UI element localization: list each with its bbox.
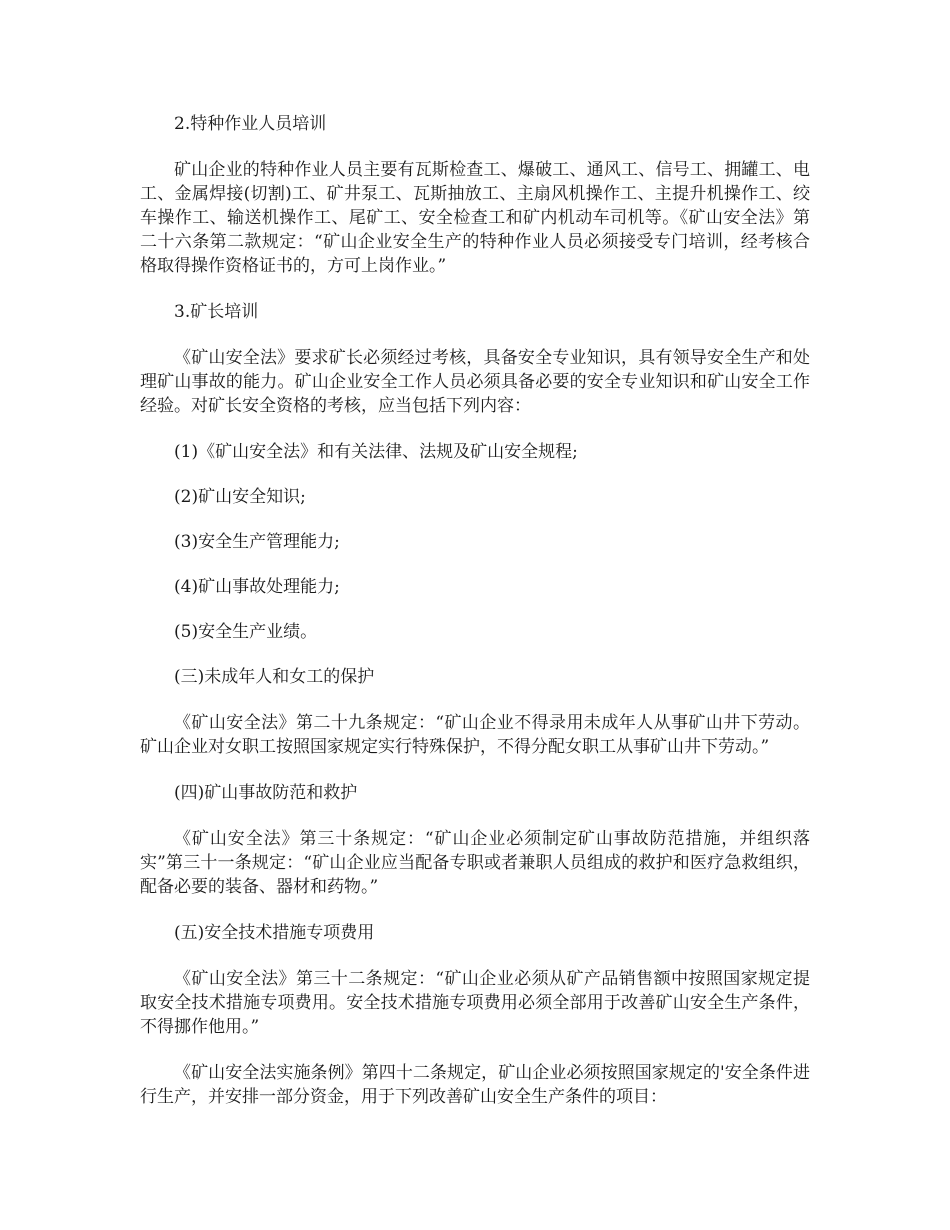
paragraph: 《矿山安全法实施条例》第四十二条规定，矿山企业必须按照国家规定的'安全条件进行生产，并安排一部分资金，用于下列改善矿山安全生产条件的项目： xyxy=(140,1063,810,1107)
list-item: (1)《矿山安全法》和有关法律、法规及矿山安全规程; xyxy=(174,442,578,462)
paragraph: 《矿山安全法》第二十九条规定：“矿山企业不得录用未成年人从事矿山井下劳动。矿山企业对女职工按照国家规定实行特殊保护，不得分配女职工从事矿山井下劳动。” xyxy=(140,713,810,757)
list-item: (3)安全生产管理能力; xyxy=(174,532,340,552)
section-heading: (四)矿山事故防范和救护 xyxy=(174,783,358,803)
document-body xyxy=(140,112,810,1131)
list-item: (4)矿山事故处理能力; xyxy=(174,577,340,597)
paragraph: 《矿山安全法》第三十条规定：“矿山企业必须制定矿山事故防范措施，并组织落实”第三十一条规定：“矿山企业应当配备专职或者兼职人员组成的救护和医疗急救组织，配备必要的装备、器材和药物。” xyxy=(140,829,810,897)
list-item: (5)安全生产业绩。 xyxy=(174,622,318,642)
list-item: (2)矿山安全知识; xyxy=(174,487,306,507)
paragraph: 《矿山安全法》要求矿长必须经过考核，具备安全专业知识，具有领导安全生产和处理矿山事故的能力。矿山企业安全工作人员必须具备必要的安全专业知识和矿山安全工作经验。对矿长安全资格的考核，应当包括下列内容： xyxy=(140,348,810,416)
paragraph: 矿山企业的特种作业人员主要有瓦斯检查工、爆破工、通风工、信号工、拥罐工、电工、金属焊接(切割)工、矿井泵工、瓦斯抽放工、主扇风机操作工、主提升机操作工、绞车操作工、输送机操作工、尾矿工、安全检查工和矿内机动车司机等。《矿山安全法》第二十六条第二款规定：“矿山企业安全生产的特种作业人员必须接受专门培训，经考核合格取得操作资格证书的，方可上岗作业。” xyxy=(140,160,810,276)
section-heading: (三)未成年人和女工的保护 xyxy=(174,667,375,687)
section-heading: 2.特种作业人员培训 xyxy=(174,114,327,134)
paragraph: 《矿山安全法》第三十二条规定：“矿山企业必须从矿产品销售额中按照国家规定提取安全技术措施专项费用。安全技术措施专项费用必须全部用于改善矿山安全生产条件，不得挪作他用。” xyxy=(140,969,810,1037)
section-heading: 3.矿长培训 xyxy=(174,302,259,322)
section-heading: (五)安全技术措施专项费用 xyxy=(174,923,375,943)
